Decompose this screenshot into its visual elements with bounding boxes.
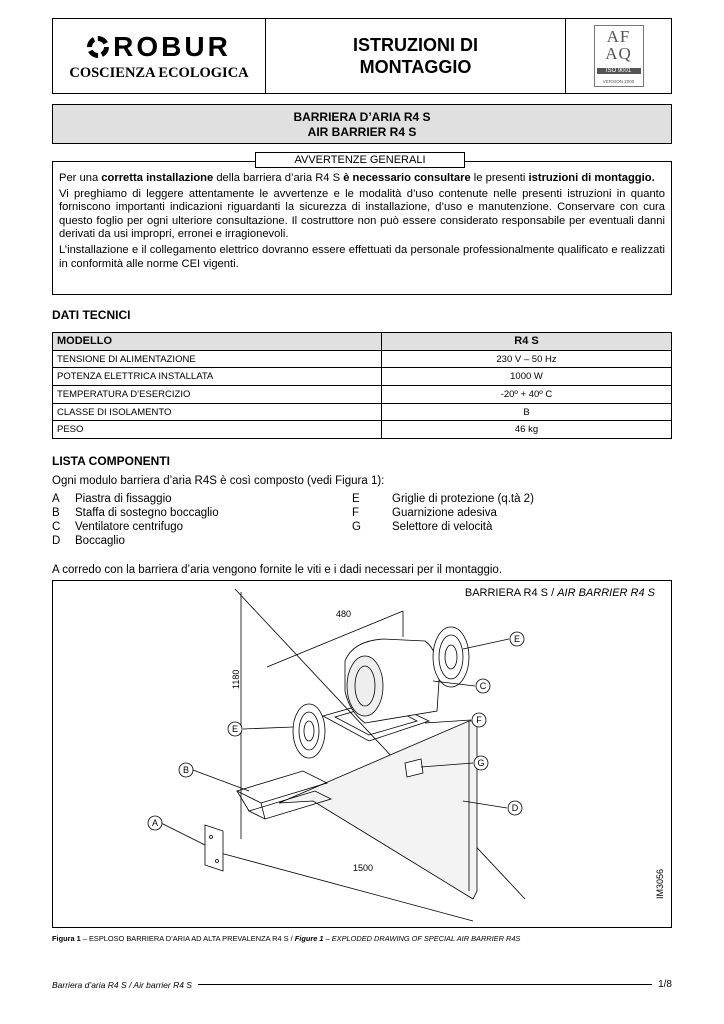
fan-inlet [347,656,383,716]
technical-data-table [52,332,672,439]
components-list-right [352,492,534,534]
figure-caption [52,934,520,943]
warning-paragraph-3: L’installazione e il collegamento elettrico dovranno essere effettuati da personale professionalmente qualificato e realizzati in conformità alle norme CEI vigenti. [59,243,665,270]
list-item [352,492,534,506]
item-letter: B [52,507,60,519]
row-value: 230 V – 50 Hz [382,350,672,368]
dimension-length-label: 1500 [353,863,374,873]
column-header-value: R4 S [382,333,672,351]
item-text: Selettore di velocità [392,521,493,533]
document-header [52,18,672,94]
exploded-drawing [53,581,671,927]
caption-figure-number-en: Figure 1 [294,934,324,943]
cert-version: VERSION 2000 [602,79,635,84]
item-letter: D [52,535,61,547]
diagonal-guide-line [235,589,525,899]
callout-label-e-right: E [513,634,521,644]
caption-text-en: – EXPLODED DRAWING OF SPECIAL AIR BARRIER R4S [323,934,521,943]
callout-label-g: G [477,758,485,768]
list-item [52,506,219,520]
row-value: -20º + 40º C [382,386,672,404]
table-row [53,421,672,439]
item-letter: E [352,493,360,505]
brand-name [87,31,231,63]
callout-label-c: C [479,681,487,691]
item-text: Staffa di sostegno boccaglio [75,507,219,519]
item-letter: F [352,507,360,519]
fixing-plate [205,825,223,871]
document-title [266,19,566,93]
gear-icon [87,36,109,58]
table-row [53,386,672,404]
item-text: Griglie di protezione (q.tà 2) [392,493,534,505]
warning-bold: istruzioni di montaggio. [528,172,655,184]
row-label: CLASSE DI ISOLAMENTO [53,403,382,421]
cert-iso: ISO 9001 [597,68,641,74]
warning-paragraph-2: Vi preghiamo di leggere attentamente le avvertenze e le modalità d’uso contenute nelle presenti istruzioni in quanto forniscono importanti indicazioni riguardanti la sicurezza di installazione, d’uso e manutenzione. Conservare con cura questo foglio per ogni ulteriore consultazione. Il costruttore non può essere considerato responsabile per eventuali danni derivati da usi impropri, erronei e irragionevoli. [59,187,665,241]
product-name-it: BARRIERA D’ARIA R4 S [293,110,431,124]
item-letter: C [52,521,61,533]
figure-title-en: AIR BARRIER R4 S [557,587,655,599]
row-value: 1000 W [382,368,672,386]
list-item [52,534,219,548]
dimension-width-label: 480 [336,609,352,619]
company-motto: COSCIENZA ECOLOGICA [69,64,249,81]
leader-line-e-right [463,639,509,649]
callout-label-f: F [476,715,482,725]
exploded-drawing-figure [52,580,672,928]
table-row [53,350,672,368]
row-value: B [382,403,672,421]
certification-logo [594,25,644,87]
row-label: TENSIONE DI ALIMENTAZIONE [53,350,382,368]
figure-title-it: BARRIERA R4 S / [464,587,558,599]
warning-text: Per una [59,172,102,184]
row-label: POTENZA ELETTRICA INSTALLATA [53,368,382,386]
page-footer [52,979,672,990]
leader-line-a [161,823,205,845]
components-intro: Ogni modulo barriera d’aria R4S è così composto (vedi Figura 1): [52,475,385,487]
accessories-note: A corredo con la barriera d’aria vengono fornite le viti e i dadi necessari per il montaggio. [52,564,503,576]
footer-divider [198,984,652,985]
callout-label-e-left: E [231,724,239,734]
item-letter: G [352,521,361,533]
certification-area [566,19,671,93]
item-text: Guarnizione adesiva [392,507,497,519]
components-list-left [52,492,219,548]
leader-line-f [425,720,471,723]
list-item [352,520,534,534]
warning-bold: è necessario consultare [343,172,471,184]
list-item [352,506,534,520]
warning-text: della barriera d’aria R4 S [213,172,344,184]
warning-paragraph-1 [59,172,665,186]
row-label: TEMPERATURA D’ESERCIZIO [53,386,382,404]
item-text: Boccaglio [75,535,125,547]
callout-label-d: D [511,803,519,813]
footer-document-name: Barriera d’aria R4 S / Air barrier R4 S [52,979,192,990]
product-name-en: AIR BARRIER R4 S [307,125,417,139]
caption-figure-number: Figura 1 [52,934,81,943]
list-item [52,520,219,534]
cert-mark: AF AQ [605,27,632,63]
title-line-2: MONTAGGIO [359,57,472,77]
page-number: 1/8 [658,979,672,990]
callout-label-b: B [182,765,190,775]
product-title-box [52,104,672,144]
brand-text: ROBUR [113,30,231,62]
table-row [53,403,672,421]
list-item [52,492,219,506]
dimension-height-label: 1180 [231,669,241,689]
callout-label-a: A [151,818,159,828]
row-label: PESO [53,421,382,439]
title-line-1: ISTRUZIONI DI [353,35,478,55]
caption-text-it: – ESPLOSO BARRIERA D’ARIA AD ALTA PREVALENZA R4 S / [80,934,295,943]
warning-bold: corretta installazione [101,172,214,184]
item-letter: A [52,493,60,505]
column-header-model: MODELLO [53,333,382,351]
technical-data-heading: DATI TECNICI [52,308,131,322]
components-heading: LISTA COMPONENTI [52,454,170,468]
item-text: Ventilatore centrifugo [75,521,184,533]
protection-grille-right [433,627,469,687]
row-value: 46 kg [382,421,672,439]
warnings-tab-label: AVVERTENZE GENERALI [255,152,465,168]
leader-line-e-left [243,727,293,729]
figure-code: IM3056 [655,868,665,899]
item-text: Piastra di fissaggio [75,493,172,505]
table-row [53,368,672,386]
company-logo [53,19,266,93]
warning-text: le presenti [470,172,529,184]
general-warnings-box [52,161,672,295]
bracket-edge [261,803,265,819]
table-header-row [53,333,672,351]
